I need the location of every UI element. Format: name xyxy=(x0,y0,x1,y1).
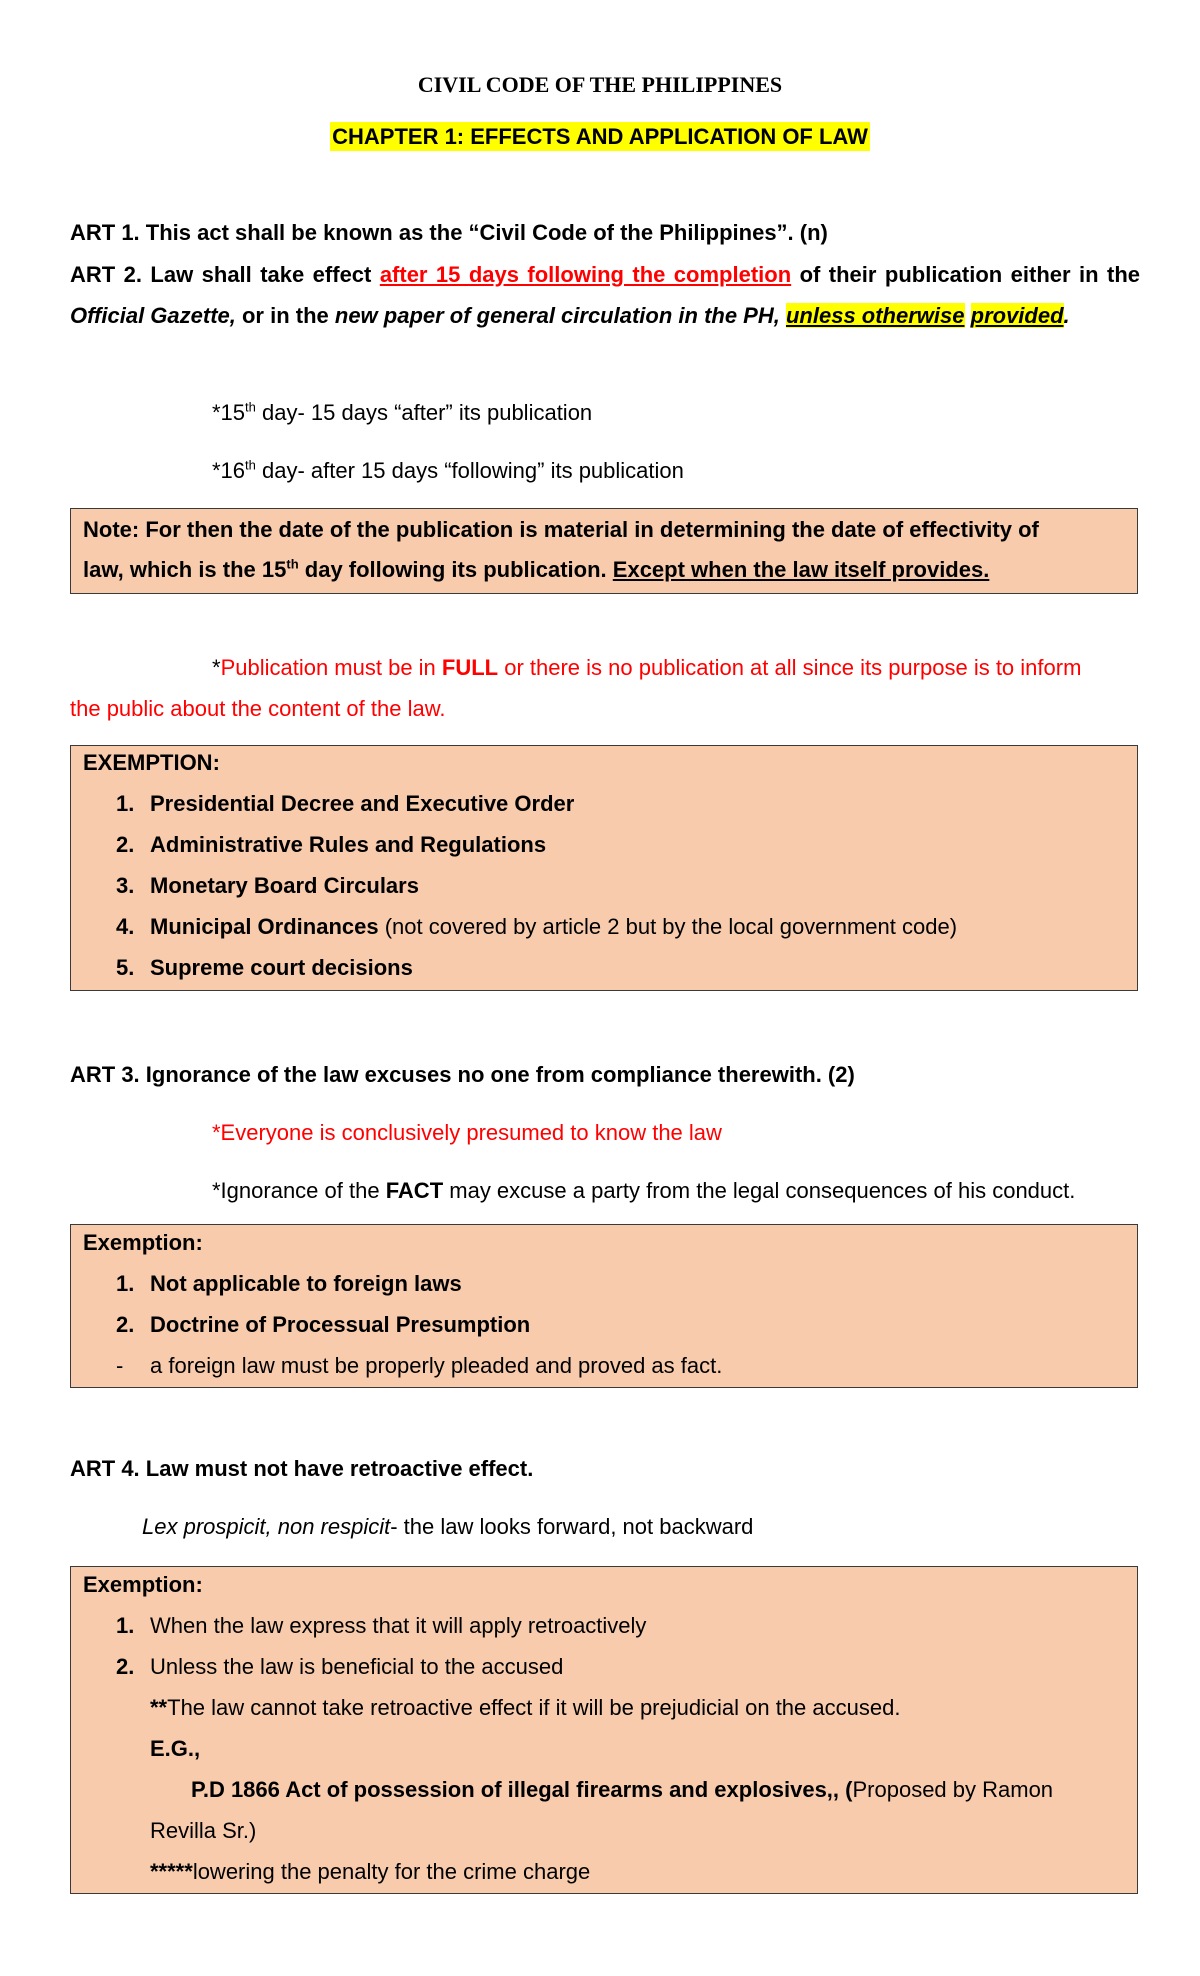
exemption-box-1 xyxy=(70,745,1138,991)
item-note: (not covered by article 2 but by the local government code) xyxy=(384,914,958,939)
chapter-heading xyxy=(0,124,1200,150)
note-15th-day xyxy=(212,392,592,433)
article-2-effectivity-phrase: after 15 days following the completion xyxy=(379,262,792,287)
note-16th-day xyxy=(212,450,684,491)
except-clause: Except when the law itself provides. xyxy=(612,557,990,582)
item-text: Unless the law is beneficial to the accused xyxy=(150,1654,564,1679)
exemption-item xyxy=(116,906,957,947)
article-4: ART 4. Law must not have retroactive effect. xyxy=(70,1456,534,1481)
exemption-subitem xyxy=(116,1345,722,1386)
exemption-item xyxy=(116,865,419,906)
asterisk: * xyxy=(212,655,221,680)
full-emphasis: FULL xyxy=(441,655,499,680)
item-text: Not applicable to foreign laws xyxy=(150,1271,462,1296)
pd-title: P.D 1866 Act of possession of illegal firearms and explosives,, ( xyxy=(191,1777,853,1802)
exemption-item xyxy=(116,947,413,988)
note-box-line-1: Note: For then the date of the publication is material in determining the date of effectivity of xyxy=(83,517,1039,542)
item-text: a foreign law must be properly pleaded and proved as fact. xyxy=(150,1353,723,1378)
publication-text: or there is no publication at all since its purpose is to inform xyxy=(498,655,1082,680)
item-text: When the law express that it will apply retroactively xyxy=(150,1613,647,1638)
exemption-item xyxy=(116,1263,462,1304)
item-number: 5. xyxy=(116,955,135,980)
item-number: 1. xyxy=(116,1613,135,1638)
article-2-period: . xyxy=(1063,303,1070,328)
note-text: *16 xyxy=(212,458,246,483)
pd-1866-example-cont: Revilla Sr.) xyxy=(150,1818,257,1843)
article-2-text: of their publication either in xyxy=(791,262,1099,287)
newspaper-phrase: new paper of general circulation in the PH, xyxy=(334,303,780,328)
item-number: 1. xyxy=(116,791,135,816)
note-text: may excuse a party from the legal consequences of his conduct. xyxy=(443,1178,1076,1203)
note-box xyxy=(70,508,1138,594)
exemption-item xyxy=(116,1605,646,1646)
note-sup: th xyxy=(245,399,256,415)
dash-bullet: - xyxy=(116,1353,124,1378)
pd-note: Proposed by Ramon xyxy=(852,1777,1054,1802)
item-text: Municipal Ordinances xyxy=(150,914,385,939)
publication-note-line-1 xyxy=(212,647,1081,688)
note-sup: th xyxy=(245,457,256,473)
article-2-text: or in the xyxy=(235,303,335,328)
note-sup: th xyxy=(286,556,299,572)
item-text: Presidential Decree and Executive Order xyxy=(150,791,575,816)
item-text: Doctrine of Processual Presumption xyxy=(150,1312,531,1337)
note-text: The law cannot take retroactive effect if it will be prejudicial on the accused. xyxy=(167,1695,901,1720)
article-3: ART 3. Ignorance of the law excuses no one from compliance therewith. (2) xyxy=(70,1062,855,1087)
item-number: 2. xyxy=(116,832,135,857)
note-text: day- after 15 days “following” its publication xyxy=(255,458,684,483)
pd-1866-example xyxy=(191,1769,1053,1810)
exemption-heading: EXEMPTION: xyxy=(83,750,220,775)
item-number: 4. xyxy=(116,914,135,939)
exemption-item xyxy=(116,1304,530,1345)
note-text: day following its publication. xyxy=(298,557,613,582)
chapter-heading-text: CHAPTER 1: EFFECTS AND APPLICATION OF LAW xyxy=(332,124,868,149)
item-text: Supreme court decisions xyxy=(150,955,413,980)
official-gazette: Official Gazette, xyxy=(70,303,236,328)
maxim-translation: - the law looks forward, not backward xyxy=(390,1514,754,1539)
note-text: day- 15 days “after” its publication xyxy=(255,400,593,425)
article-2-lead: ART 2. Law shall take effect xyxy=(70,262,380,287)
item-number: 2. xyxy=(116,1654,135,1679)
note-box-line-2 xyxy=(83,549,989,590)
unless-otherwise-highlight: unless otherwise xyxy=(785,303,965,328)
article-1: ART 1. This act shall be known as the “Civil Code of the Philippines”. (n) xyxy=(70,220,828,245)
art3-note-fact xyxy=(212,1170,1075,1211)
exemption-heading: Exemption: xyxy=(83,1572,203,1597)
note-text: *Ignorance of the xyxy=(212,1178,386,1203)
example-label: E.G., xyxy=(150,1736,201,1761)
article-2 xyxy=(70,254,1140,336)
item-text: Administrative Rules and Regulations xyxy=(150,832,547,857)
exemption-box-3 xyxy=(70,1566,1138,1894)
item-number: 3. xyxy=(116,873,135,898)
fact-emphasis: FACT xyxy=(385,1178,444,1203)
art3-note-presumption: *Everyone is conclusively presumed to know the law xyxy=(212,1120,722,1145)
note-text: law, which is the 15 xyxy=(83,557,287,582)
item-number: 1. xyxy=(116,1271,135,1296)
note-text: *15 xyxy=(212,400,246,425)
exemption-item xyxy=(116,783,574,824)
exemption-box-2 xyxy=(70,1224,1138,1388)
prejudicial-note xyxy=(150,1687,900,1728)
publication-note-line-2: the public about the content of the law. xyxy=(70,696,446,721)
exemption-heading: Exemption: xyxy=(83,1230,203,1255)
note-text: lowering the penalty for the crime charge xyxy=(192,1859,591,1884)
provided-highlight: provided xyxy=(970,303,1064,328)
item-text: Monetary Board Circulars xyxy=(150,873,419,898)
lowering-penalty-note xyxy=(150,1851,590,1892)
asterisks: ** xyxy=(150,1695,168,1720)
latin-maxim xyxy=(142,1506,753,1547)
item-number: 2. xyxy=(116,1312,135,1337)
maxim-latin: Lex prospicit, non respicit xyxy=(142,1514,391,1539)
exemption-item xyxy=(116,824,546,865)
article-2-text: the xyxy=(1107,262,1140,287)
publication-text: Publication must be in xyxy=(220,655,442,680)
asterisks: ***** xyxy=(150,1859,193,1884)
document-title: CIVIL CODE OF THE PHILIPPINES xyxy=(417,72,783,97)
exemption-item xyxy=(116,1646,563,1687)
